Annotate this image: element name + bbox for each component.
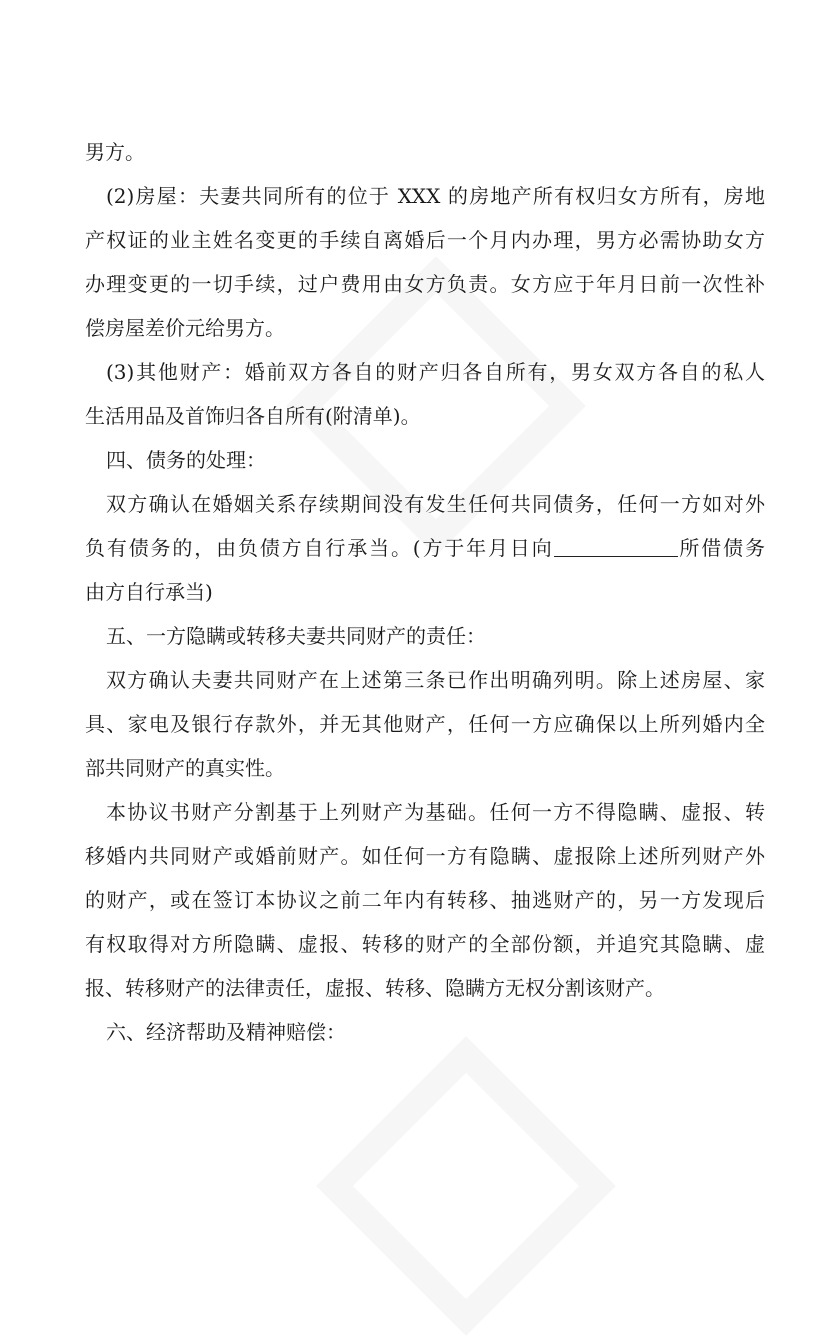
text-line: 的财产，或在签订本协议之前二年内有转移、抽逃财产的，另一方发现后 bbox=[85, 888, 765, 912]
text-line: 办理变更的一切手续，过户费用由女方负责。女方应于年月日前一次性补 bbox=[85, 272, 765, 296]
watermark bbox=[316, 1036, 616, 1336]
text-segment: 所借债务 bbox=[677, 536, 765, 560]
text-line: 双方确认夫妻共同财产在上述第三条已作出明确列明。除上述房屋、家 bbox=[106, 668, 765, 692]
text-line: (3)其他财产：婚前双方各自的财产归各自所有，男女双方各自的私人 bbox=[106, 360, 765, 384]
section-heading: 五、一方隐瞒或转移夫妻共同财产的责任： bbox=[106, 624, 486, 648]
text-line bbox=[85, 535, 765, 561]
section-heading: 六、经济帮助及精神赔偿： bbox=[106, 1020, 346, 1044]
text-line: 部共同财产的真实性。 bbox=[85, 756, 285, 780]
text-line: 有权取得对方所隐瞒、虚报、转移的财产的全部份额，并追究其隐瞒、虚 bbox=[85, 932, 765, 956]
text-line: (2)房屋：夫妻共同所有的位于 XXX 的房地产所有权归女方所有，房地 bbox=[106, 184, 765, 208]
section-heading: 四、债务的处理： bbox=[106, 448, 266, 472]
text-line: 偿房屋差价元给男方。 bbox=[85, 316, 285, 340]
text-line: 本协议书财产分割基于上列财产为基础。任何一方不得隐瞒、虚报、转 bbox=[106, 800, 765, 824]
text-line: 双方确认在婚姻关系存续期间没有发生任何共同债务，任何一方如对外 bbox=[106, 492, 765, 516]
fill-in-blank bbox=[554, 536, 678, 557]
text-line: 由方自行承当) bbox=[85, 580, 213, 604]
text-line: 报、转移财产的法律责任，虚报、转移、隐瞒方无权分割该财产。 bbox=[85, 976, 665, 1000]
text-line: 生活用品及首饰归各自所有(附清单)。 bbox=[85, 404, 421, 428]
text-line: 产权证的业主姓名变更的手续自离婚后一个月内办理，男方必需协助女方 bbox=[85, 228, 765, 252]
text-line: 移婚内共同财产或婚前财产。如任何一方有隐瞒、虚报除上述所列财产外 bbox=[85, 844, 765, 868]
text-line: 具、家电及银行存款外，并无其他财产，任何一方应确保以上所列婚内全 bbox=[85, 712, 765, 736]
text-segment: 负有债务的，由负债方自行承当。(方于年月日向 bbox=[85, 536, 554, 560]
text-line: 男方。 bbox=[85, 140, 145, 164]
